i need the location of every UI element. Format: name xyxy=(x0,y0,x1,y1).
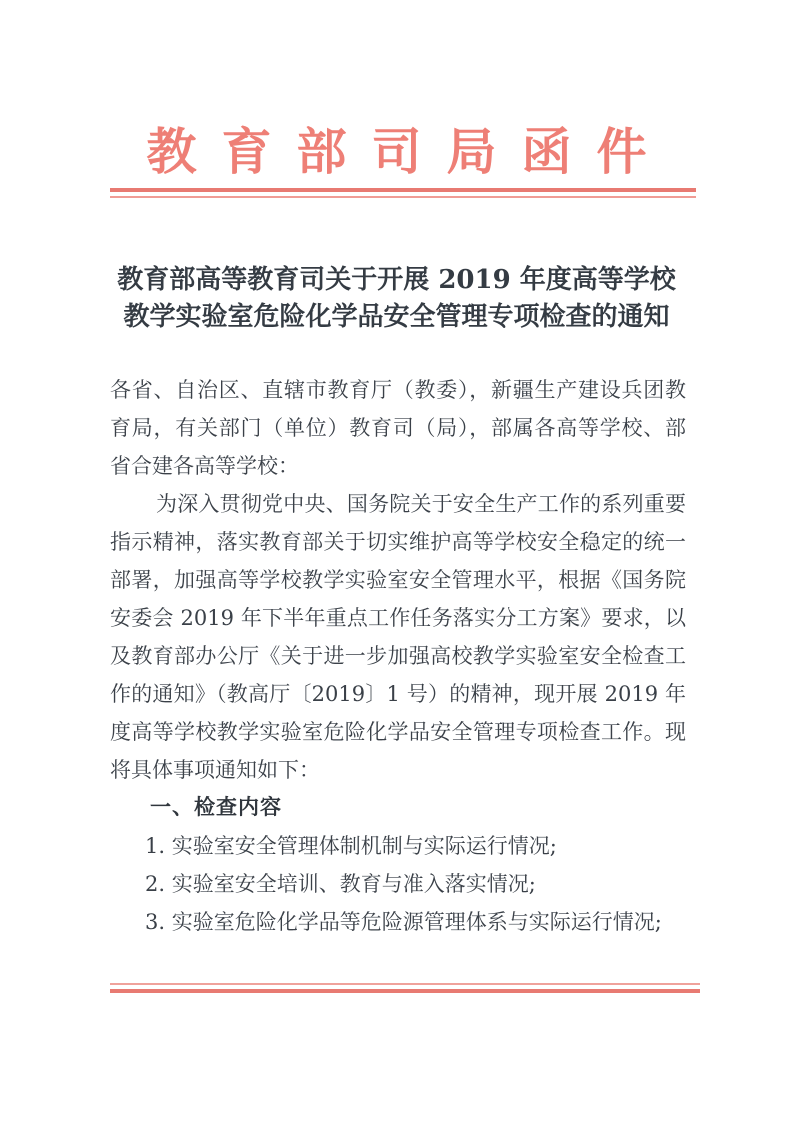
letterhead-title: 教育部司局函件 xyxy=(146,122,672,181)
body-line: 及教育部办公厅《关于进一步加强高校教学实验室安全检查工 xyxy=(110,644,686,668)
document-title-line-2: 教学实验室危险化学品安全管理专项检查的通知 xyxy=(123,302,670,332)
body-line: 育局，有关部门（单位）教育司（局），部属各高等学校、部 xyxy=(110,416,686,440)
list-item: 3. 实验室危险化学品等危险源管理体系与实际运行情况; xyxy=(145,910,662,934)
footer-rule xyxy=(110,983,700,993)
letterhead-divider-rule xyxy=(110,188,696,198)
body-line: 作的通知》（教高厅〔2019〕1 号）的精神，现开展 2019 年 xyxy=(110,682,686,706)
body-line: 各省、自治区、直辖市教育厅（教委），新疆生产建设兵团教 xyxy=(110,378,686,402)
body-line: 指示精神，落实教育部关于切实维护高等学校安全稳定的统一 xyxy=(110,530,686,554)
list-item: 1. 实验室安全管理体制机制与实际运行情况; xyxy=(145,834,557,858)
body-line: 为深入贯彻党中央、国务院关于安全生产工作的系列重要 xyxy=(156,492,686,516)
body-line: 将具体事项通知如下： xyxy=(110,758,320,782)
document-body xyxy=(110,371,686,941)
body-line: 部署，加强高等学校教学实验室安全管理水平，根据《国务院 xyxy=(110,568,686,592)
body-line: 安委会 2019 年下半年重点工作任务落实分工方案》要求，以 xyxy=(110,606,686,630)
body-line: 省合建各高等学校： xyxy=(110,454,299,478)
body-line: 度高等学校教学实验室危险化学品安全管理专项检查工作。现 xyxy=(110,720,686,744)
document-title-line-1: 教育部高等教育司关于开展 2019 年度高等学校 xyxy=(117,265,676,295)
list-item: 2. 实验室安全培训、教育与准入落实情况; xyxy=(145,872,536,896)
document-title xyxy=(0,262,793,336)
section-heading: 一、检查内容 xyxy=(150,796,282,819)
